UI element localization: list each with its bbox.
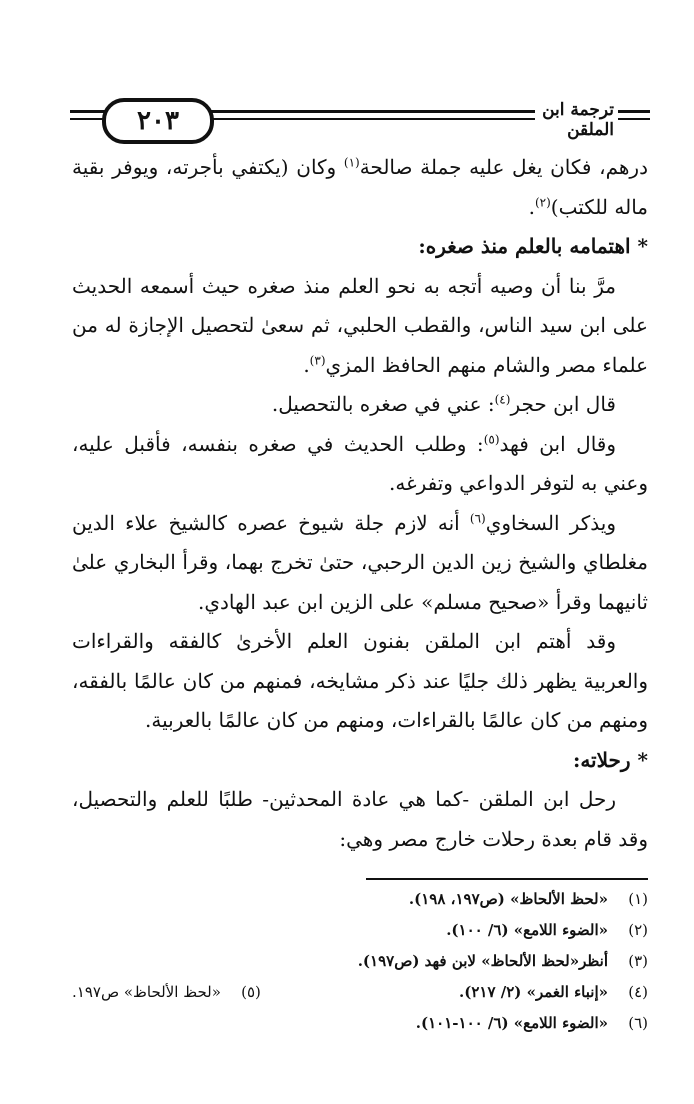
page-number: ٢٠٣	[102, 98, 214, 144]
footnote-number: (٦)	[628, 1014, 648, 1032]
footnote-ref: (٣)	[309, 352, 326, 367]
footnote-text: أنظر«لحظ الألحاظ» لابن فهد (ص١٩٧).	[357, 952, 608, 970]
footnote-number: (٥)	[241, 983, 261, 1001]
footnote	[72, 977, 261, 1008]
footnote-number: (٤)	[628, 983, 648, 1001]
main-text	[72, 148, 648, 859]
text-run: ويذكر السخاوي	[485, 510, 616, 535]
footnote	[72, 1008, 648, 1039]
header-rule	[210, 110, 535, 113]
footnote-separator	[366, 878, 648, 880]
footnote-text: «الضوء اللامع» (٦/ ١٠٠).	[446, 921, 608, 939]
footnote	[459, 977, 648, 1008]
footnote-ref: (٥)	[483, 431, 500, 446]
footnote-text: «لحظ الألحاظ» ص١٩٧.	[72, 983, 221, 1001]
text-run: : عني في صغره بالتحصيل.	[271, 392, 495, 416]
header-rule	[618, 118, 650, 120]
header-rule	[210, 118, 535, 120]
text-run: أنه لازم جلة شيوخ عصره كالشيخ علاء الدين مغلطاي والشيخ زين الدين الرحبي، حتىٰ تخرج بهما، وقرأ البخاري علىٰ ثانيهما وقرأ «صحيح مسلم» على الزين ابن عبد الهادي.	[72, 510, 648, 614]
footnote-number: (١)	[628, 890, 648, 908]
paragraph	[72, 425, 648, 504]
paragraph	[72, 504, 648, 623]
paragraph	[72, 148, 648, 227]
text-run: .	[303, 352, 310, 377]
text-run: وكان (يكتفي بأجرته، ويوفر بقية ماله للكتب)	[72, 155, 648, 219]
header-rule	[618, 110, 650, 113]
text-run: مرَّ بنا أن وصيه أتجه به نحو العلم منذ صغره حيث أسمعه الحديث على ابن سيد الناس، والقطب الحلبي، ثم سعىٰ لتحصيل الإجازة له من علماء مصر والشام منهم الحافظ المزي	[72, 273, 648, 377]
footnote-ref: (٦)	[469, 510, 486, 525]
paragraph: رحل ابن الملقن -كما هي عادة المحدثين- طلبًا للعلم والتحصيل، وقد قام بعدة رحلات خارج مصر وهي:	[72, 787, 648, 851]
section-heading: * اهتمامه بالعلم منذ صغره:	[418, 234, 648, 258]
footnote-ref: (١)	[343, 155, 360, 170]
footnotes	[72, 884, 648, 1039]
page-header	[70, 96, 650, 146]
footnote-text: «الضوء اللامع» (٦/ ١٠٠-١٠١).	[415, 1014, 608, 1032]
footnote-number: (٣)	[628, 952, 648, 970]
footnote-ref: (٢)	[534, 194, 551, 209]
footnote	[72, 915, 648, 946]
text-run: : وطلب الحديث في صغره بنفسه، فأقبل عليه، وعني به لتوفر الدواعي وتفرغه.	[72, 431, 648, 495]
running-title: ترجمة ابن الملقن	[542, 100, 614, 140]
paragraph	[72, 267, 648, 386]
footnote-row	[72, 977, 648, 1008]
text-run: وقال ابن فهد	[499, 431, 617, 456]
footnote-number: (٢)	[628, 921, 648, 939]
footnote-ref: (٤)	[494, 392, 511, 407]
footnote	[72, 946, 648, 977]
paragraph	[72, 385, 648, 425]
section-heading: * رحلاته:	[572, 747, 648, 772]
paragraph: وقد أهتم ابن الملقن بفنون العلم الأخرىٰ كالفقه والقراءات والعربية يظهر ذلك جليًا عند ذكر مشايخه، فمنهم من كان عالمًا بالفقه، ومنهم من كان عالمًا بالقراءات، ومنهم من كان عالمًا بالعربية.	[72, 629, 648, 732]
text-run: درهم، فكان يغل عليه جملة صالحة	[359, 155, 648, 179]
text-run: .	[528, 194, 535, 219]
footnote-text: «لحظ الألحاظ» (ص١٩٧، ١٩٨).	[408, 890, 608, 908]
footnote-text: «إنباء الغمر» (٢/ ٢١٧).	[459, 983, 608, 1001]
footnote	[72, 884, 648, 915]
text-run: قال ابن حجر	[510, 392, 616, 416]
